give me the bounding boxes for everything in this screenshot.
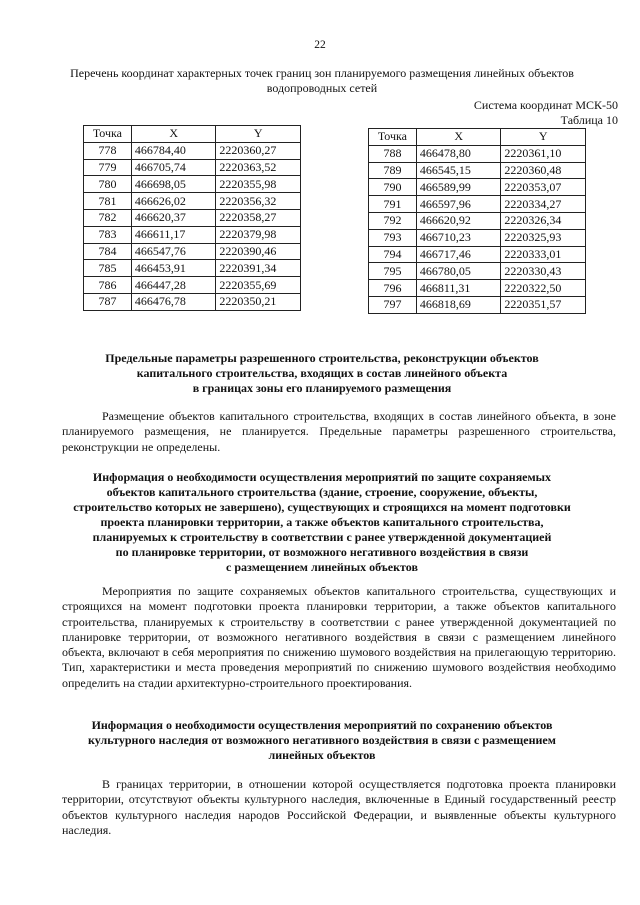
cell-point: 780 <box>84 176 132 193</box>
paragraph-text: Мероприятия по защите сохраняемых объектов капитального строительства, существующих и строящихся на момент подготовки проекта планировки территории, а также объектов капитального строительства, планируемых к строительству в соответствии с ранее утвержденной документацией по планировке территории, от возможного негативного воздействия в связи с размещением линейного объекта, включают в себя мероприятия по снижению шумового воздействия на прилегающую территорию. Тип, характеристики и места проведения мероприятий по снижению шумового воздействия необходимо определить на стадии архитектурно-строительного проектирования. <box>62 584 616 690</box>
cell-x: 466476,78 <box>131 293 216 310</box>
cell-point: 793 <box>369 229 417 246</box>
heading-line: строительство которых не завершено), существующих и строящихся на момент подготовки <box>73 500 571 514</box>
cell-y: 2220360,27 <box>216 142 301 159</box>
cell-point: 789 <box>369 162 417 179</box>
cell-point: 782 <box>84 209 132 226</box>
cell-point: 784 <box>84 243 132 260</box>
cell-x: 466545,15 <box>416 162 501 179</box>
cell-point: 779 <box>84 159 132 176</box>
cell-x: 466478,80 <box>416 145 501 162</box>
section-text-heritage <box>62 777 616 838</box>
cell-point: 778 <box>84 142 132 159</box>
cell-y: 2220330,43 <box>501 263 586 280</box>
cell-x: 466698,05 <box>131 176 216 193</box>
cell-y: 2220353,07 <box>501 179 586 196</box>
cell-point: 792 <box>369 212 417 229</box>
table-row <box>369 179 586 196</box>
section-heading-protection <box>62 470 582 575</box>
cell-y: 2220361,10 <box>501 145 586 162</box>
heading-line: Информация о необходимости осуществления мероприятий по сохранению объектов <box>91 718 553 732</box>
section-heading-limits <box>62 351 582 396</box>
coordinates-table-left <box>83 125 301 311</box>
cell-x: 466710,23 <box>416 229 501 246</box>
coordinate-system: Система координат МСК-50 <box>473 98 618 112</box>
page-number: 22 <box>314 39 326 51</box>
heading-line: планируемых к строительству в соответствии с ранее утвержденной документацией <box>92 530 552 544</box>
coordinates-table-right <box>368 128 586 314</box>
header-x: X <box>131 126 216 143</box>
cell-y: 2220333,01 <box>501 246 586 263</box>
cell-y: 2220350,21 <box>216 293 301 310</box>
cell-y: 2220356,32 <box>216 193 301 210</box>
cell-x: 466626,02 <box>131 193 216 210</box>
table-row <box>84 226 301 243</box>
table-row <box>84 176 301 193</box>
table-header-row <box>84 126 301 143</box>
cell-y: 2220355,98 <box>216 176 301 193</box>
heading-line: по планировке территории, от возможного негативного воздействия в связи <box>115 545 529 559</box>
header-y: Y <box>501 129 586 146</box>
heading-line: Предельные параметры разрешенного строительства, реконструкции объектов <box>105 351 539 365</box>
cell-point: 781 <box>84 193 132 210</box>
table-row <box>84 193 301 210</box>
cell-x: 466780,05 <box>416 263 501 280</box>
table-row <box>369 246 586 263</box>
cell-x: 466784,40 <box>131 142 216 159</box>
cell-x: 466453,91 <box>131 260 216 277</box>
table-number: Таблица 10 <box>560 113 618 127</box>
cell-x: 466597,96 <box>416 196 501 213</box>
table-row <box>84 142 301 159</box>
table-row <box>84 277 301 294</box>
table-caption <box>474 98 618 128</box>
cell-x: 466818,69 <box>416 296 501 313</box>
cell-y: 2220325,93 <box>501 229 586 246</box>
table-row <box>369 196 586 213</box>
cell-point: 797 <box>369 296 417 313</box>
cell-point: 787 <box>84 293 132 310</box>
table-row <box>84 159 301 176</box>
cell-x: 466611,17 <box>131 226 216 243</box>
cell-point: 783 <box>84 226 132 243</box>
table-row <box>369 212 586 229</box>
cell-y: 2220390,46 <box>216 243 301 260</box>
cell-x: 466620,37 <box>131 209 216 226</box>
section-text-protection <box>62 584 616 691</box>
cell-point: 786 <box>84 277 132 294</box>
section-text-limits <box>62 409 616 455</box>
cell-x: 466705,74 <box>131 159 216 176</box>
heading-line: Информация о необходимости осуществления мероприятий по защите сохраняемых <box>92 470 552 484</box>
cell-y: 2220355,69 <box>216 277 301 294</box>
cell-y: 2220360,48 <box>501 162 586 179</box>
heading-line: с размещением линейных объектов <box>226 560 418 574</box>
paragraph-text: Размещение объектов капитального строительства, входящих в состав линейного объекта, в зоне планируемого размещения, не планируется. Предельные параметры разрешенного строительства, реконструкции не определены. <box>62 409 616 454</box>
title-line-1: Перечень координат характерных точек границ зон планируемого размещения линейных объектов <box>70 66 574 80</box>
table-row <box>84 243 301 260</box>
cell-x: 466717,46 <box>416 246 501 263</box>
cell-y: 2220351,57 <box>501 296 586 313</box>
section-heading-heritage <box>62 718 582 763</box>
heading-line: проекта планировки территории, а также объектов капитального строительства, <box>100 515 544 529</box>
heading-line: в границах зоны его планируемого размещения <box>192 381 452 395</box>
table-row <box>369 229 586 246</box>
title-line-2: водопроводных сетей <box>266 81 378 95</box>
header-x: X <box>416 129 501 146</box>
heading-line: культурного наследия от возможного негативного воздействия в связи с размещением <box>88 733 556 747</box>
cell-point: 796 <box>369 280 417 297</box>
cell-y: 2220358,27 <box>216 209 301 226</box>
cell-y: 2220363,52 <box>216 159 301 176</box>
cell-point: 794 <box>369 246 417 263</box>
cell-y: 2220326,34 <box>501 212 586 229</box>
cell-y: 2220334,27 <box>501 196 586 213</box>
cell-x: 466589,99 <box>416 179 501 196</box>
table-row <box>369 145 586 162</box>
cell-x: 466811,31 <box>416 280 501 297</box>
header-point: Точка <box>369 129 417 146</box>
cell-point: 785 <box>84 260 132 277</box>
cell-y: 2220391,34 <box>216 260 301 277</box>
cell-y: 2220379,98 <box>216 226 301 243</box>
heading-line: объектов капитального строительства (здание, строение, сооружение, объекты, <box>106 485 538 499</box>
table-row <box>84 209 301 226</box>
cell-point: 795 <box>369 263 417 280</box>
table-row <box>369 162 586 179</box>
heading-line: линейных объектов <box>268 748 376 762</box>
cell-y: 2220322,50 <box>501 280 586 297</box>
heading-line: капитального строительства, входящих в состав линейного объекта <box>136 366 508 380</box>
page-title <box>60 66 584 96</box>
cell-point: 791 <box>369 196 417 213</box>
cell-x: 466447,28 <box>131 277 216 294</box>
paragraph-text: В границах территории, в отношении которой осуществляется подготовка проекта планировки территории, отсутствуют объекты культурного наследия, включенные в Единый государственный реестр объектов культурного наследия народов Российской Федерации, и выявленные объекты культурного наследия. <box>62 777 616 837</box>
table-row <box>369 263 586 280</box>
cell-x: 466620,92 <box>416 212 501 229</box>
cell-x: 466547,76 <box>131 243 216 260</box>
table-row <box>84 260 301 277</box>
table-header-row <box>369 129 586 146</box>
table-row <box>84 293 301 310</box>
header-y: Y <box>216 126 301 143</box>
table-row <box>369 296 586 313</box>
header-point: Точка <box>84 126 132 143</box>
cell-point: 790 <box>369 179 417 196</box>
table-row <box>369 280 586 297</box>
cell-point: 788 <box>369 145 417 162</box>
